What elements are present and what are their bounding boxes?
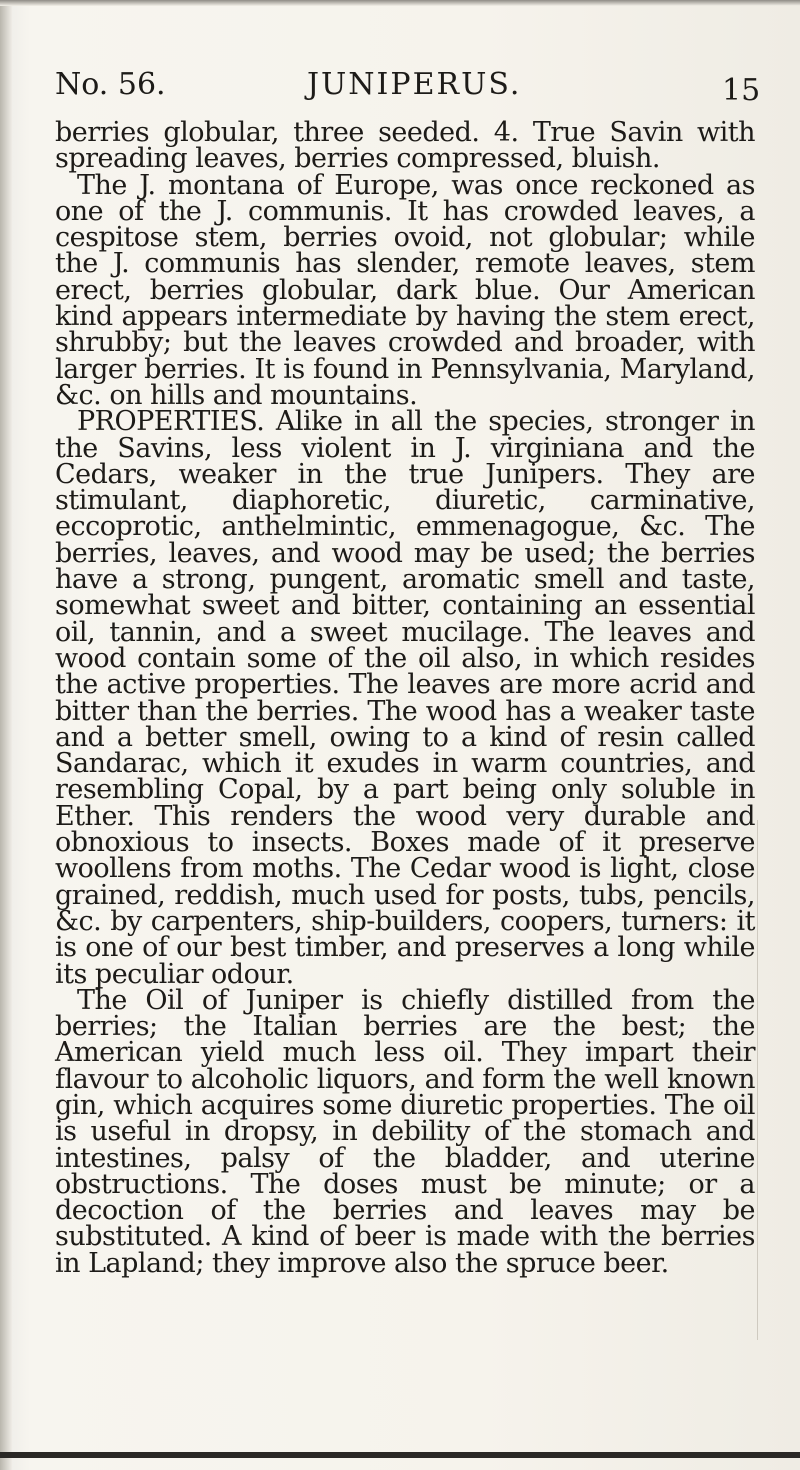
paragraph-properties: PROPERTIES. Alike in all the species, stronger in the Savins, less violent in J. virginiana and the Cedars, weaker in the true Junipers. They are stimulant, diaphoretic, diuretic, carminative, eccoprotic, anthelmintic, emmenagogue, &c. The berries, leaves, and wood may be used; the berries have a strong, pungent, aromatic smell and taste, somewhat sweet and bitter, containing an essential oil, tannin, and a sweet mucilage. The leaves and wood contain some of the oil also, in which resides the active properties. The leaves are more acrid and bitter than the berries. The wood has a weaker taste and a better smell, owing to a kind of resin called Sandarac, which it exudes in warm countries, and resembling Copal, by a part being only soluble in Ether. This renders the wood very durable and obnoxious to insects. Boxes made of it preserve woollens from moths. The Cedar wood is light, close grained, reddish, much used for posts, tubs, pencils, &c. by carpenters, ship-builders, coopers, turners: it is one of our best timber, and preserves a long while its peculiar odour. bbox=[55, 406, 755, 990]
running-title: JUNIPERUS. bbox=[307, 67, 522, 102]
page-top-edge bbox=[0, 0, 800, 6]
paragraph-continuation: berries globular, three seeded. 4. True Savin with spreading leaves, berries compressed, bluish. bbox=[55, 117, 755, 175]
paragraph-montana: The J. montana of Europe, was once reckoned as one of the J. communis. It has crowded leaves, a cespitose stem, berries ovoid, not globular; while the J. communis has slender, remote leaves, stem erect, berries globular, dark blue. Our American kind appears intermediate by having the stem erect, shrubby; but the leaves crowded and broader, with larger berries. It is found in Pennsylvania, Maryland, &c. on hills and mountains. bbox=[55, 169, 755, 411]
body-text bbox=[55, 117, 755, 1279]
paragraph-oil-of-juniper: The Oil of Juniper is chiefly distilled from the berries; the Italian berries are the best; the American yield much less oil. They impart their flavour to alcoholic liquors, and form the well known gin, which acquires some diuretic properties. The oil is useful in dropsy, in debility of the stomach and intestines, palsy of the bladder, and uterine obstructions. The doses must be minute; or a decoction of the berries and leaves may be substituted. A kind of beer is made with the berries in Lapland; they improve also the spruce beer. bbox=[55, 984, 755, 1279]
article-number: No. 56. bbox=[55, 67, 166, 102]
page-gutter-shadow bbox=[0, 0, 12, 1470]
page-number: 15 bbox=[722, 73, 761, 108]
running-header bbox=[55, 60, 761, 110]
bottom-edge-line bbox=[0, 1452, 800, 1458]
margin-rule bbox=[757, 820, 758, 1340]
